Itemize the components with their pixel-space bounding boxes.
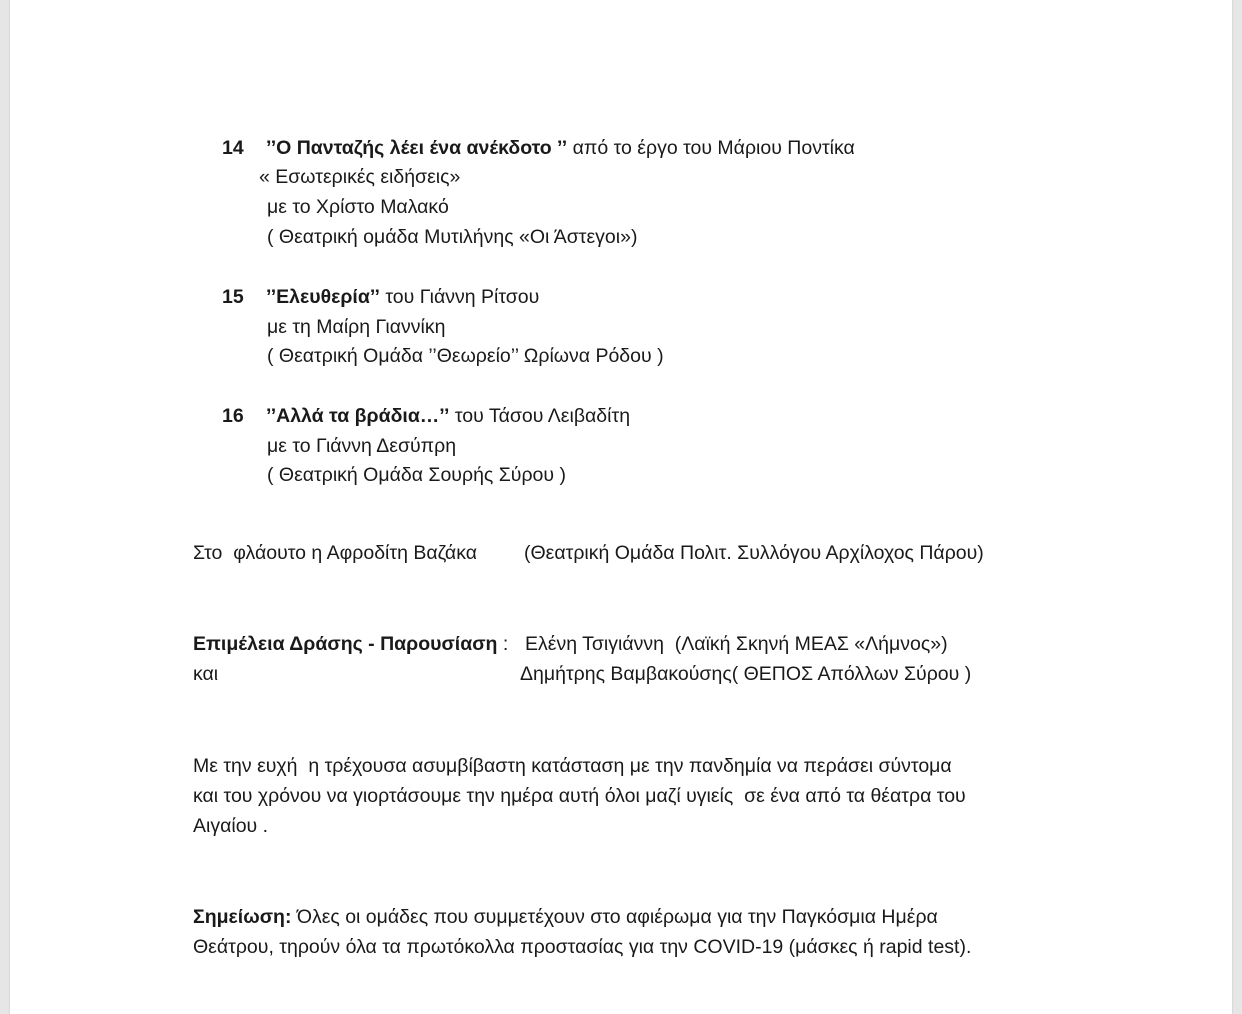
item-title-line xyxy=(266,136,855,160)
note-label: Σημείωση: xyxy=(193,906,292,928)
flute-performer: Στο φλάουτο η Αφροδίτη Βαζάκα xyxy=(193,542,477,564)
item-performer: με το Γιάννη Δεσύπρη xyxy=(267,435,457,457)
curation-and: και xyxy=(193,663,219,685)
flute-group: (Θεατρική Ομάδα Πολιτ. Συλλόγου Αρχίλοχος Πάρου) xyxy=(524,542,984,564)
wish-line-2: και του χρόνου να γιορτάσουμε την ημέρα αυτή όλοι μαζί υγιείς σε ένα από τα θέατρα του xyxy=(193,785,966,807)
document-page xyxy=(10,0,1232,1014)
item-title-suffix: του Γιάννη Ρίτσου xyxy=(379,286,540,308)
note-line-1 xyxy=(193,905,938,929)
curation-label-line xyxy=(193,632,508,656)
item-title-suffix: από το έργο του Μάριου Ποντίκα xyxy=(567,137,855,159)
item-performer: με το Χρίστο Μαλακό xyxy=(267,196,449,218)
item-group: ( Θεατρική Ομάδα Σουρής Σύρου ) xyxy=(267,464,566,486)
note-line-2: Θεάτρου, τηρούν όλα τα πρωτόκολλα προστασίας για την COVID-19 (μάσκες ή rapid test). xyxy=(193,936,972,958)
note-text-1: Όλες οι ομάδες που συμμετέχουν στο αφιέρωμα για την Παγκόσμια Ημέρα xyxy=(291,906,938,928)
curation-person-2: Δημήτρης Βαμβακούσης( ΘΕΠΟΣ Απόλλων Σύρου ) xyxy=(520,663,972,685)
item-number: 16 xyxy=(222,405,244,427)
item-title-line xyxy=(266,285,539,309)
item-title: ’’Ο Πανταζής λέει ένα ανέκδοτο ’’ xyxy=(266,137,568,159)
wish-line-3: Αιγαίου . xyxy=(193,815,269,837)
item-title: ’’Ελευθερία’’ xyxy=(266,286,380,308)
curation-label: Επιμέλεια Δράσης - Παρουσίαση xyxy=(193,633,498,655)
item-title: ’’Αλλά τα βράδια…’’ xyxy=(266,405,450,427)
item-performer: με τη Μαίρη Γιαννίκη xyxy=(267,316,446,338)
item-number: 14 xyxy=(222,137,244,159)
wish-line-1: Με την ευχή η τρέχουσα ασυμβίβαστη κατάσταση με την πανδημία να περάσει σύντομα xyxy=(193,755,952,777)
item-title-suffix: του Τάσου Λειβαδίτη xyxy=(449,405,631,427)
item-group: ( Θεατρική ομάδα Μυτιλήνης «Οι Άστεγοι») xyxy=(267,226,638,248)
item-title-line xyxy=(266,404,630,428)
curation-person-1: Ελένη Τσιγιάννη (Λαϊκή Σκηνή ΜΕΑΣ «Λήμνος») xyxy=(525,633,948,655)
item-group: ( Θεατρική Ομάδα ’’Θεωρείο’’ Ωρίωνα Ρόδου ) xyxy=(267,345,664,367)
item-number: 15 xyxy=(222,286,244,308)
item-subtitle: « Εσωτερικές ειδήσεις» xyxy=(259,166,461,188)
curation-colon: : xyxy=(497,633,509,655)
